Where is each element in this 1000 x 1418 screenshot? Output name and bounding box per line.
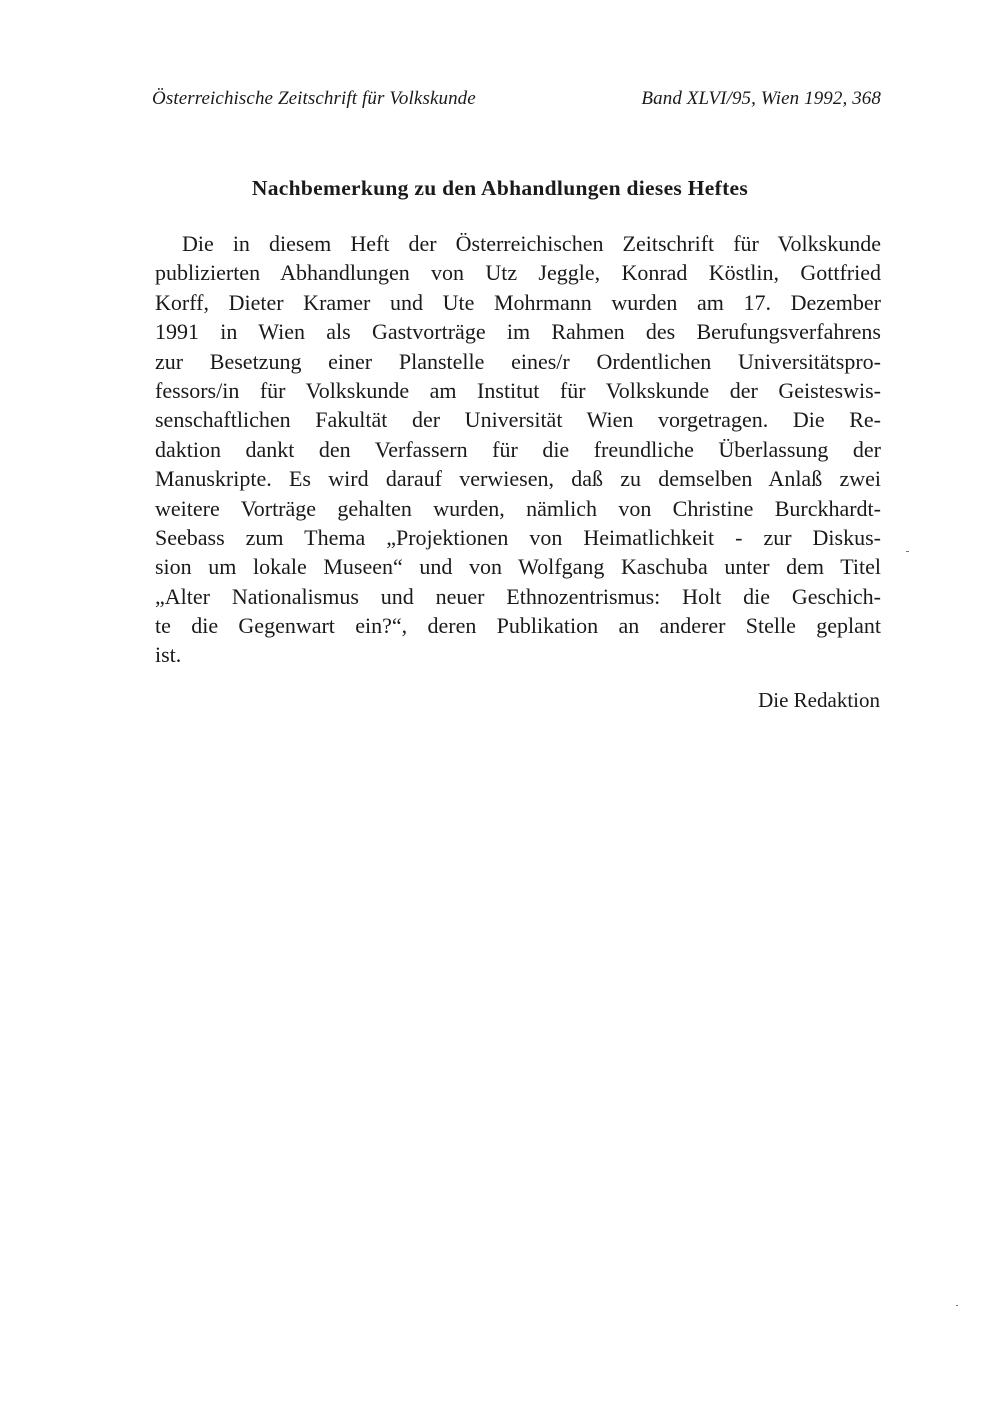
body-line: weitere Vorträge gehalten wurden, nämlich von Christine Burckhardt- bbox=[155, 495, 881, 521]
article-title: Nachbemerkung zu den Abhandlungen dieses Heftes bbox=[251, 176, 749, 200]
scan-speck bbox=[956, 1305, 958, 1306]
body-line: daktion dankt den Verfassern für die freundliche Überlassung der bbox=[155, 436, 881, 462]
scan-speck bbox=[906, 551, 909, 552]
body-line: sion um lokale Museen“ und von Wolfgang Kaschuba unter dem Titel bbox=[155, 554, 881, 580]
body-line: zur Besetzung einer Planstelle eines/r Ordentlichen Universitätspro- bbox=[155, 348, 881, 374]
body-line: Seebass zum Thema „Projektionen von Heimatlichkeit - zur Diskus- bbox=[155, 524, 881, 550]
body-line: publizierten Abhandlungen von Utz Jeggle, Konrad Köstlin, Gottfried bbox=[155, 260, 881, 286]
body-line: Korff, Dieter Kramer und Ute Mohrmann wurden am 17. Dezember bbox=[155, 289, 881, 315]
body-line: te die Gegenwart ein?“, deren Publikation an anderer Stelle geplant bbox=[155, 613, 881, 639]
body-line: Manuskripte. Es wird darauf verwiesen, daß zu demselben Anlaß zwei bbox=[155, 466, 881, 492]
body-line: ist. bbox=[155, 642, 182, 668]
article-body bbox=[155, 229, 881, 670]
signature: Die Redaktion bbox=[758, 688, 880, 712]
journal-title: Österreichische Zeitschrift für Volkskunde bbox=[152, 88, 476, 109]
body-line: Die in diesem Heft der Österreichischen Zeitschrift für Volkskunde bbox=[182, 231, 881, 256]
volume-info: Band XLVI/95, Wien 1992, 368 bbox=[641, 88, 881, 109]
body-line: senschaftlichen Fakultät der Universität Wien vorgetragen. Die Re- bbox=[155, 407, 881, 433]
body-line: 1991 in Wien als Gastvorträge im Rahmen des Berufungsverfahrens bbox=[155, 319, 881, 345]
running-head bbox=[152, 86, 881, 112]
body-line: „Alter Nationalismus und neuer Ethnozentrismus: Holt die Geschich- bbox=[155, 583, 881, 609]
body-line: fessors/in für Volkskunde am Institut für Volkskunde der Geisteswis- bbox=[155, 377, 881, 403]
